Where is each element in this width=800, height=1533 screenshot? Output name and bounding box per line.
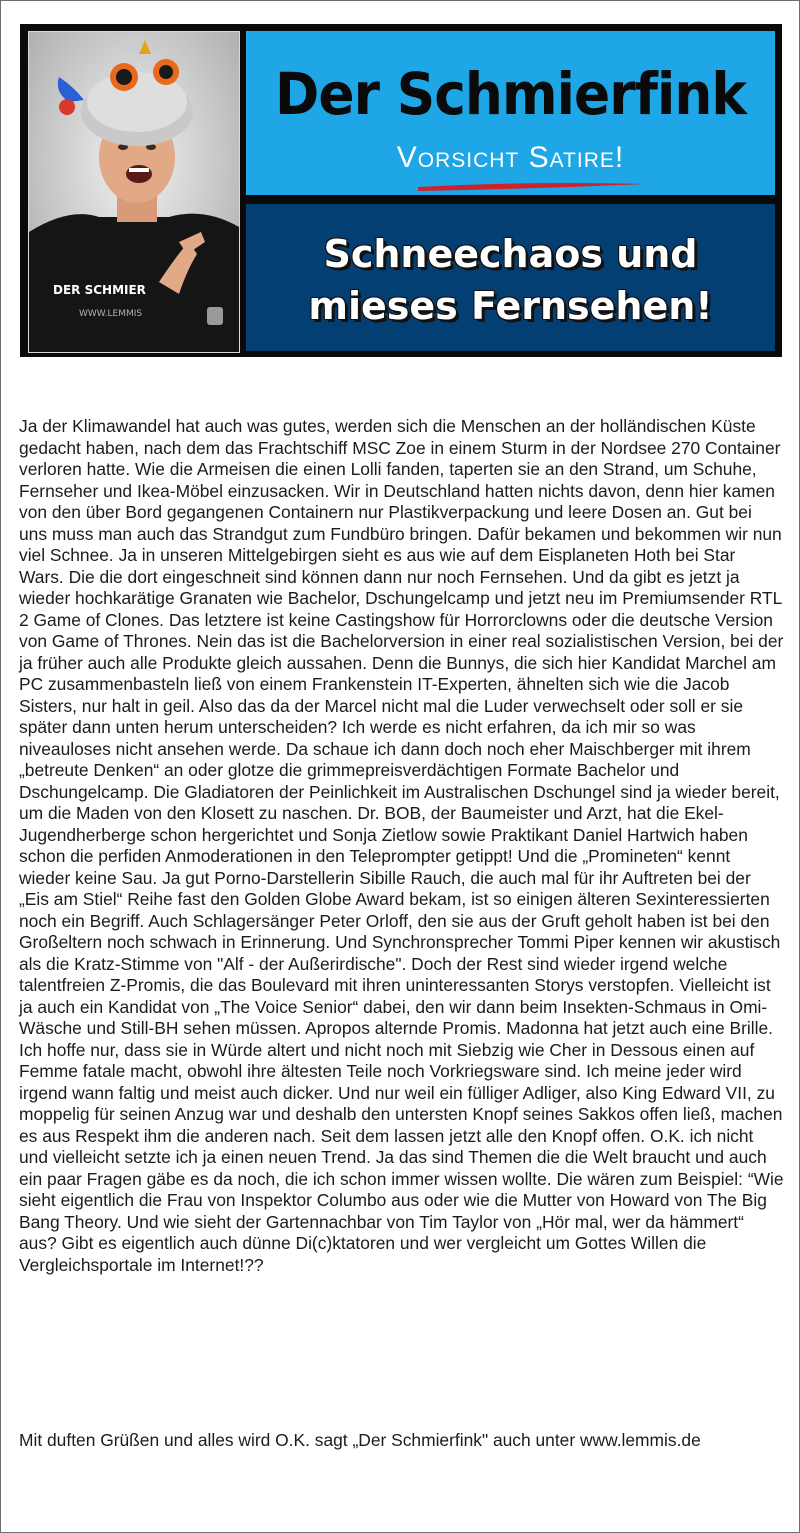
shirt-logo-subtext: WWW.LEMMIS <box>79 309 143 319</box>
brand-tagline: Vorsicht Satire! <box>396 141 625 174</box>
shirt-logo-text: DER SCHMIER <box>53 283 146 297</box>
headline-line-1: Schneechaos und <box>323 232 698 276</box>
header-banner <box>20 24 782 357</box>
brand-title: Der Schmierfink <box>274 60 747 128</box>
headline-panel <box>246 204 775 351</box>
article-headline <box>246 228 775 332</box>
article-signoff: Mit duften Grüßen und alles wird O.K. sagt „Der Schmierfink" auch unter www.lemmis.de <box>19 1430 701 1450</box>
author-photo <box>28 31 240 353</box>
swoosh-underline <box>416 179 646 193</box>
article-body: Ja der Klimawandel hat auch was gutes, werden sich die Menschen an der holländischen Küste gedacht haben, nach dem das Frachtschiff MSC Zoe in einem Sturm in der Nordsee 270 Container verloren hatte. Wie die Armeisen die einen Lolli fanden, taperten sie an den Strand, um Schuhe, Fernseher und Ikea-Möbel einzusacken. Wir in Deutschland hatten nichts davon, denn hier kamen von den über Bord gegangenen Containern nur Plastikverpackung und leere Dosen an. Gut bei uns muss man auch das Strandgut zum Fundbüro bringen. Dafür bekamen und bekommen wir nun viel Schnee. Ja in unseren Mittelgebirgen sieht es aus wie auf dem Eisplaneten Hoth bei Star Wars. Die die dort eingeschneit sind können dann nur noch Fernsehen. Und da gibt es jetzt ja wieder hochkarätige Granaten wie Bachelor, Dschungelcamp und jetzt neu im Premiumsender RTL 2 Game of Clones. Das letztere ist keine Castingshow für Horrorclowns oder die deutsche Version von Game of Thrones. Nein das ist die Bachelorversion in einer real sozialistischen Version, bei der ja früher auch alle Produkte gleich aussahen. Denn die Bunnys, die sich hier Kandidat Marchel am PC zusammenbasteln ließ von einem Frankenstein IT-Experten, ähnelten sich wie die Jacob Sisters, nur halt in geil. Also das da der Marcel nicht mal die Luder verwechselt oder soll er sie später dann unten herum unterscheiden? Ich werde es nicht erfahren, da ich mir so was niveauloses nicht ansehen werde. Da schaue ich dann doch noch eher Maischberger mit ihrem „betreute Denken“ an oder glotze die grimmepreisverdächtigen Formate Bachelor und Dschungelcamp. Die Gladiatoren der Peinlichkeit im Australischen Dschungel sind ja wieder bereit, um die Maden von den Klosett zu naschen. Dr. BOB, der Baumeister und Arzt, hat die Ekel-Jugendherberge schon hergerichtet und Sonja Zietlow sowie Praktikant Daniel Hartwich haben schon die perfiden Anmoderationen in den Teleprompter getippt! Und die „Promineten“ kennt wieder keine Sau. Ja gut Porno-Darstellerin Sibille Rauch, die auch mal für ihr Auftreten bei der „Eis am Stiel“ Reihe fast den Golden Globe Award bekam, ist so einigen älteren Sexinteressierten noch ein Begriff. Auch Schlagersänger Peter Orloff, den sie aus der Gruft geholt haben ist bei den Großeltern noch schwach in Erinnerung. Und Synchronsprecher Tommi Piper kennen wir akustisch als die Kratz-Stimme von "Alf - der Außerirdische". Doch der Rest sind wieder irgend welche talentfreien Z-Promis, die das Boulevard mit ihren uninteressanten Storys verstopfen. Vielleicht ist ja auch ein Kandidat von „The Voice Senior“ dabei, den wir dann beim Insekten-Schmaus in Omi-Wäsche und Still-BH sehen müssen. Apropos alternde Promis. Madonna hat jetzt auch eine Brille. Ich hoffe nur, dass sie in Würde altert und nicht noch mit Siebzig wie Cher in Dessous einen auf Femme fatale macht, obwohl ihre ältesten Teile noch Vorkriegsware sind. Ich meine jeder wird irgend wann faltig und meist auch dicker. Und nur weil ein fülliger Adliger, also King Edward VII, zu moppelig für seinen Anzug war und deshalb den untersten Knopf seines Sakkos offen ließ, machen es aus Respekt ihm die anderen nach. Seit dem lassen jetzt alle den Knopf offen. O.K. ich nicht und vielleicht setzte ich ja einen neuen Trend. Ja das sind Themen die die Welt braucht und auch ein paar Fragen gäbe es da noch, die ich schon immer wissen wollte. Die wären zum Beispiel: “Wie sieht eigentlich die Frau von Inspektor Columbo aus oder wie die Mutter von Howard von The Big Bang Theory. Und wie sieht der Gartennachbar von Tim Taylor von „Hör mal, wer da hämmert“ aus? Gibt es eigentlich auch dünne Di(c)ktatoren und wer vergleicht um Gottes Willen die Vergleichsportale im Internet!?? <box>19 416 784 1275</box>
brand-panel <box>246 31 775 195</box>
author-photo-image <box>29 32 239 352</box>
headline-line-2: mieses Fernsehen! <box>308 284 713 328</box>
